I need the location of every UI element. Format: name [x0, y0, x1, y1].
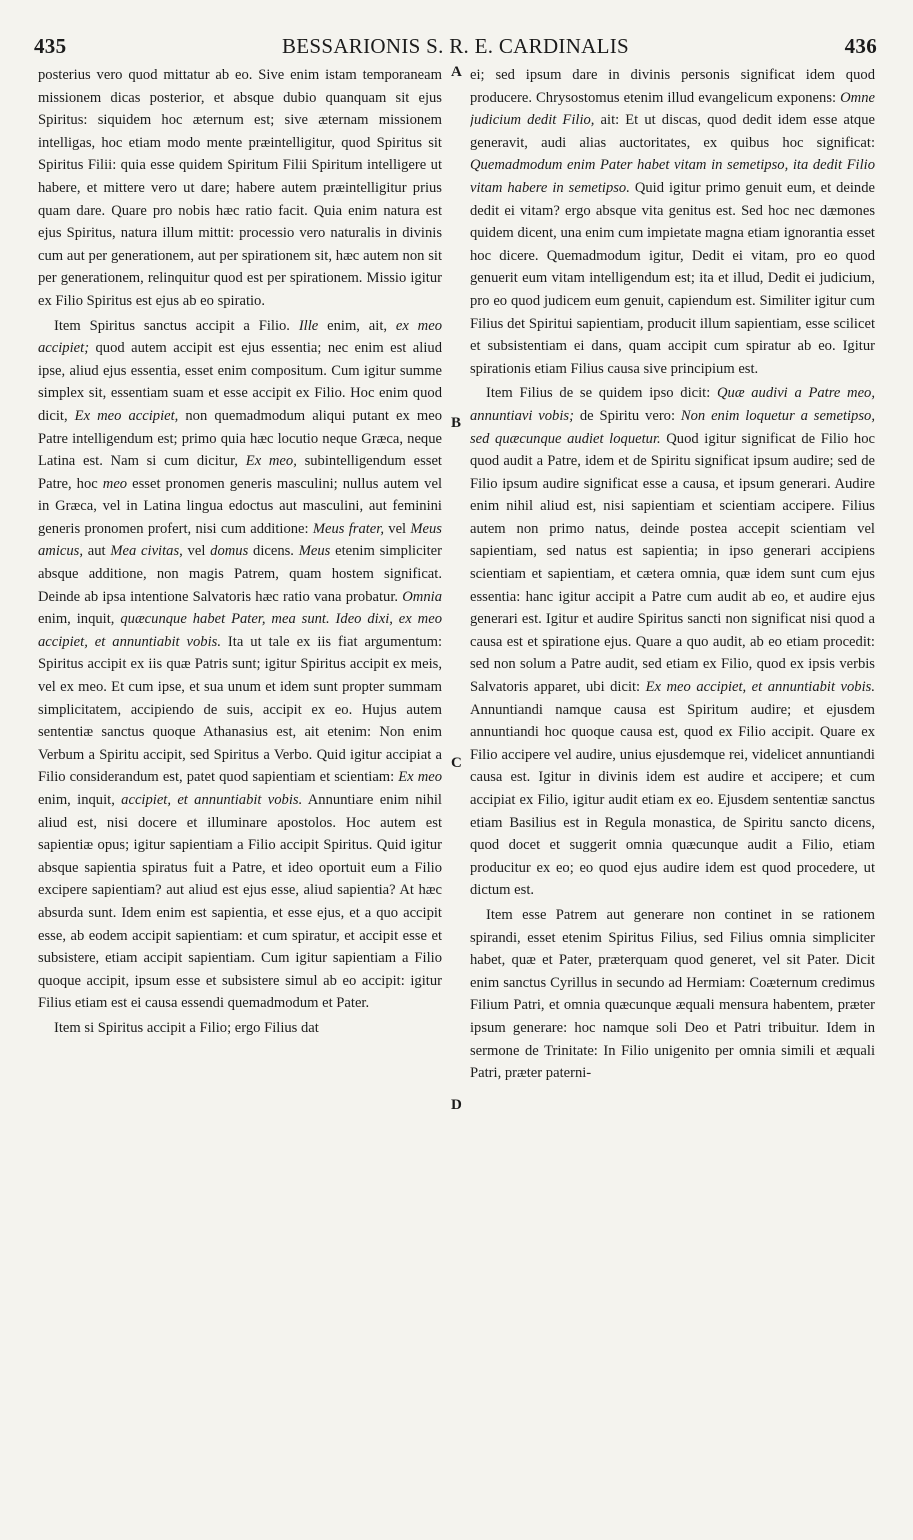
running-head: BESSARIONIS S. R. E. CARDINALIS — [281, 34, 630, 58]
margin-letter-d: D — [451, 1097, 462, 1113]
margin-letter-c: C — [451, 755, 462, 771]
page-header — [34, 34, 877, 62]
margin-letter-b: B — [451, 415, 462, 431]
left-column — [38, 64, 442, 1526]
paragraph: Item Filius de se quidem ipso dicit: Quæ audivi a Patre meo, annuntiavi vobis; de Spiritu vero: Non enim loquetur a semetipso, sed quæcunque audiet loquetur. Quod igitur significat de Filio hoc quod audit a Patre, idem et de Spiritu significat ipsum audire; sed de Filio ipsum audire significat esse a causa, et ipsum generari. Audire enim nihil aliud est, nisi sapientiam et scientiam accipere. Filius autem non primo natus, deinde postea accepit scientiam vel sapientiam, sed natus est sapientia; in ipso generari accipiens scientiam et sapientiam, et cætera omnia, quæ idem sunt cum ejus essentia: hanc igitur accipit a Patre cum audit ab eo, et audire ejus generari est. Igitur et audire Spiritus sancti non significat nisi quod a causa est et spiratione ejus. Quare a quo audit, ab eo etiam procedit: sed non solum a Patre audit, sed etiam ex Filio, quod ex ipsis verbis Salvatoris apparet, ubi dicit: Ex meo accipiet, et annuntiabit vobis. Annuntiandi namque causa est Spiritum audire; et ejusdem annuntiandi hoc quoque causa est, quod ex Filio accipit. Quare ex Filio accipere vel audire, unius ejusdemque rei, videlicet annuntiandi causa est. Igitur in divinis idem est audire et accipere; et cum accipiat ex Filio, igitur audit etiam ex eo. Ejusdem sententiæ sanctus etiam Basilius est in Regula monastica, de Spiritu sancto dicens, quod docet et suggerit omnia quæcunque audit a Filio, etiam producitur ex eo; eo quod ejus audire idem est quod procedere, ut dictum est. — [470, 385, 875, 899]
right-column — [470, 64, 875, 1526]
page-number-right: 436 — [844, 34, 877, 58]
paragraph: ei; sed ipsum dare in divinis personis significat idem quod producere. Chrysostomus etenim illud evangelicum exponens: Omne judicium dedit Filio, ait: Et ut discas, quod dedit idem esse atque generavit, audi alias auctoritates, ex quibus hoc significat: Quemadmodum enim Pater habet vitam in semetipso, ita dedit Filio vitam habere in semetipso. Quid igitur primo genuit eum, et deinde dedit ei vitam? ergo absque vita genitus est. Sed hoc nec dæmones quidem dicent, una enim cum impietate magna etiam ignorantia esset hoc dicere. Quemadmodum igitur, Dedit ei vitam, pro eo quod genuerit eum vitam intelligendum est; ita et illud, Dedit ei judicium, pro eo quod judicem eum genuit, capiendum est. Similiter igitur cum Filius det Spiritui sapientiam, producit illum sapientiam, esse scilicet et subsistentiam ei dans, quam accipit cum spiratur ab eo. Igitur spirationis etiam Filius causa sive principium est. — [470, 67, 875, 377]
paragraph: posterius vero quod mittatur ab eo. Sive enim istam temporaneam missionem dicas posterior, et absque dubio quanquam sit ejus Spiritus: siquidem hoc æternum est; sive æternam missionem intelligas, hoc etiam modo mente præintelligitur, quod Spiritus sit Spiritus Filii: quia esse quidem Spiritum Filii Spiritum intelligere ut habere, et mittere vero ut dare; habere autem præintelligitur prius quam dare. Quare pro nobis hæc ratio facit. Quia enim natura est ejus Spiritus, natura illum mittit: processio vero naturalis in divinis cum aut per generationem, aut per spirationem sit, hæc autem non sit per generationem, relinquitur quod est per spirationem. Missio igitur ex Filio Spiritus est ejus ab eo spiratio. — [38, 67, 442, 309]
paragraph: Item Spiritus sanctus accipit a Filio. Ille enim, ait, ex meo accipiet; quod autem accipit est ejus essentia; nec enim est aliud ipse, aliud ejus essentia, esset enim compositum. Cum igitur summe simplex sit, essentiam suam et esse accipit ex Filio. Hoc enim quod dicit, Ex meo accipiet, non quemadmodum aliqui putant ex meo Patre intelligendum est; primo quia hæc locutio neque Græca, neque Latina est. Nam si cum dicitur, Ex meo, subintelligendum esset Patre, hoc meo esset pronomen generis masculini; nullus autem vel in Græca, vel in Latina lingua edoctus aut masculini, aut feminini generis pronomen profert, nisi cum additione: Meus frater, vel Meus amicus, aut Mea civitas, vel domus dicens. Meus etenim simpliciter absque additione, non magis Patrem, quam hostem significat. Deinde ab ipsa intentione Salvatoris hæc ratio vana probatur. Omnia enim, inquit, quæcunque habet Pater, mea sunt. Ideo dixi, ex meo accipiet, et annuntiabit vobis. Ita ut tale ex iis fiat argumentum: Spiritus accipit ex iis quæ Patris sunt; igitur Spiritus accipit ex meis, vel ex meo. Et cum ipse, et sua unum et idem sunt propter summam simplicitatem, accipiendo de suis, accipit ex eo. Hujus autem sententiæ sanctus quoque Athanasius est, ait etenim: Non enim Verbum a Spiritu accipit, sed Spiritus a Verbo. Quid igitur accipiat a Filio considerandum est, patet quod sapientiam et scientiam: Ex meo enim, inquit, accipiet, et annuntiabit vobis. Annuntiare enim nihil aliud est, nisi docere et illuminare apostolos. Hoc autem est sapientiæ opus; igitur sapientiam a Filio accipit Spiritus. Quid igitur absque sapientia spiratus fuit a Patre, et ideo oportuit eum a Filio excipere sapientiam? aut aliud est ejus esse, aliud sapientia? At hæc absurda sunt. Idem enim est sapientia, et esse ejus, et a quo accipit esse, ab eodem accipit sapientiam: et cum spiratur, et accipit esse et subsistere, etiam accipit sapientiam. Cum igitur sapientiam a Filio quoque accipit, ipsum esse et subsistere simul ab eo accipit: igitur Filius etiam est ei causa essendi quemadmodum et Pater. — [38, 317, 442, 1012]
paragraph: Item si Spiritus accipit a Filio; ergo Filius dat — [54, 1019, 319, 1036]
page-number-left: 435 — [34, 34, 67, 58]
paragraph: Item esse Patrem aut generare non continet in se rationem spirandi, esset etenim Spiritus Filius, sed Filius omnia simpliciter habet, quæ et Pater, præterquam quod generet, vel sit Pater. Dicit enim sanctus Cyrillus in secundo ad Hermiam: Coæternum credimus Filium Patri, et omnia quæcunque æquali mensura habentem, præter ipsum generare: hoc namque soli Deo et Patri tribuitur. Idem in sermone de Trinitate: In Filio unigenito per omnia simili et æquali Patri, præter paterni- — [470, 906, 875, 1082]
margin-letter-a: A — [451, 64, 462, 80]
